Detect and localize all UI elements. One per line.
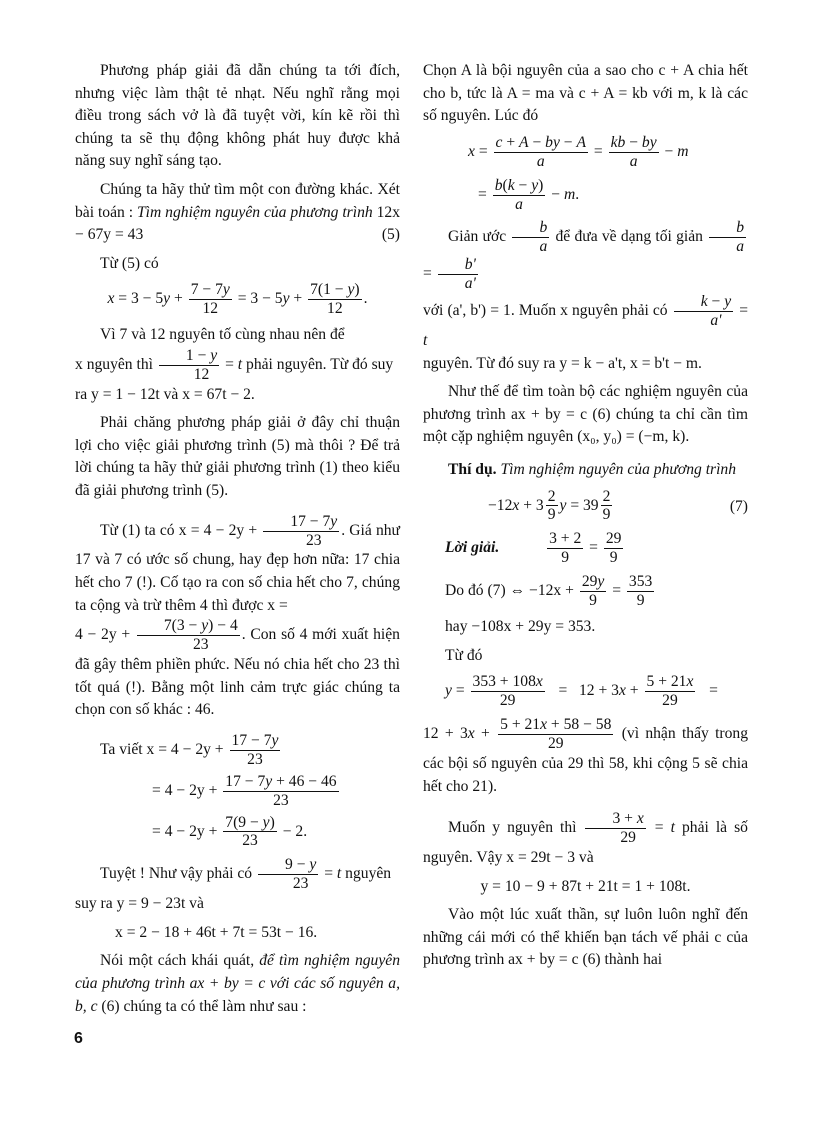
text: Từ (1) ta có x = 4 − 2y +: [100, 521, 258, 539]
text: Chúng ta hãy thử tìm một con đường khác. Xét bài toán :: [75, 180, 400, 221]
equation: y = 10 − 9 + 87t + 21t = 1 + 108t.: [480, 877, 691, 895]
text-italic: Tìm nghiệm nguyên của phương trình: [137, 203, 373, 221]
left-column: [75, 60, 400, 1024]
paragraph: Chọn A là bội nguyên của a sao cho c + A chia hết cho b, tức là A = ma và c + A = kb với m, k là các số nguyên. Lúc đó: [423, 62, 748, 125]
equation: x = 3 − 5y + $\frac{7 - 7y}{12}$ = 3 − 5y + $\frac{7(1 - y)}{12}$ .: [107, 281, 368, 318]
text: nguyên: [345, 865, 392, 883]
equation: Do đó (7) ⇔ −12x + $\frac{29y}{9}$ = $\frac{353}{9}$: [445, 573, 653, 610]
text: . Con số 4 mới xuất hiện đã gây thêm phiền phức. Nếu nó chia hết cho 23 thì tốt quá (!). Bằng một linh cảm trực giác chúng ta chọn con số khác : 46.: [75, 626, 400, 719]
paragraph: Từ (5) có: [100, 254, 159, 272]
text: Giản ước: [448, 228, 507, 246]
text: 4 − 2y +: [75, 626, 131, 644]
text-italic: Tìm nghiệm nguyên của phương trình: [500, 460, 737, 478]
text: . Giá như 17 và 7 có ước số chung, hay đẹp hơn nữa: 17 chia hết cho 7 (!). Cố tạo ra con số chia hết cho 7, chúng ta cộng và trừ thêm 4 thì được x =: [75, 521, 400, 614]
equation-number: (5): [381, 226, 400, 244]
paragraph: [75, 179, 400, 247]
text: Muốn y nguyên thì: [448, 819, 577, 837]
text: c của phương trình ax + by = c (6) thành hai: [423, 928, 748, 969]
equation-number: (7): [729, 497, 748, 515]
paragraph: Tuyệt ! Như vậy phải có $\frac{9 - y}{23}$ = t nguyên suy ra y = 9 − 23t và: [75, 856, 392, 913]
text: = 4 − 2y +: [152, 822, 218, 840]
equation: y = $\frac{353 + 108x}{29}$ = 12 + 3x + $\frac{5 + 21x}{29}$ =: [445, 673, 718, 710]
text: = 4 − 2y +: [152, 781, 218, 799]
text: − 2.: [282, 822, 308, 840]
equation: x = 2 − 18 + 46t + 7t = 53t − 16.: [115, 923, 318, 941]
paragraph: Phải chăng phương pháp giải ở đây chỉ thuận lợi cho việc giải phương trình (5) mà thôi ? Để trả lời chúng ta hãy thử giải phương trình (1) theo kiểu đã giải phương trình (5).: [75, 414, 400, 499]
text: x nguyên thì: [75, 355, 153, 373]
page-number: 6: [74, 1030, 83, 1047]
text: phải nguyên. Từ đó suy: [246, 355, 394, 373]
paragraph: Muốn y nguyên thì $\frac{3 + x}{29}$ = t phải là số nguyên. Vậy x = 29t − 3 và: [423, 810, 748, 866]
text: Như thế để tìm toàn bộ các nghiệm nguyên của phương trình ax + by = c (6) chúng ta chỉ cần tìm một cặp nghiệm nguyên: [423, 383, 748, 446]
text: với (a', b') = 1. Muốn x nguyên phải có: [423, 302, 668, 320]
text-italic: để tìm nghiệm nguyên của phương trình ax + by = c với các số nguyên a, b, c: [75, 952, 400, 1015]
label: Thí dụ.: [448, 460, 497, 478]
equation: 12x − 67y = 43: [75, 203, 400, 244]
paragraph: 12 + 3x + $\frac{5 + 21x + 58 - 58}{29}$ (vì nhận thấy trong các bội số nguyên của 29 thì 58, khi cộng 5 sẽ chia hết cho 21).: [423, 716, 749, 795]
paragraph: [75, 950, 400, 1018]
text: Do đó (7) ⇔ −12x +: [445, 582, 574, 600]
equation-block: x = $\frac{c + A - by - A}{a}$ = $\frac{kb - by}{a}$ − m = $\frac{b(k - y)}{a}$ − m.: [468, 133, 689, 213]
text: (6) chúng ta có thể làm như sau :: [101, 997, 307, 1015]
equation: Lời giải. $\frac{3 + 2}{9}$ = $\frac{29}{9}$: [445, 530, 622, 567]
text: phải là số nguyên. Vậy x = 29t − 3 và: [423, 819, 748, 866]
paragraph: hay −108x + 29y = 353.: [445, 618, 596, 636]
text: Nói một cách khái quát,: [100, 952, 255, 970]
text: nguyên. Từ đó suy ra y = k − a't, x = b't − m.: [423, 354, 702, 372]
right-column: [423, 60, 748, 978]
paragraph: Từ đó: [445, 646, 483, 664]
text: để đưa về dạng tối giản: [555, 228, 703, 246]
text: (vì nhận thấy trong các bội số nguyên của 29 thì 58, khi cộng 5 sẽ chia hết cho 21).: [423, 725, 749, 795]
paragraph: [423, 381, 748, 449]
equation: −12x + 3 $\frac{2}{9}$ y = 39 $\frac{2}{9}$ (7): [488, 487, 748, 524]
text: suy ra y = 9 − 23t và: [75, 895, 204, 913]
equation-block: Ta viết x = 4 − 2y + $\frac{17 - 7y}{23}$ = 4 − 2y + $\frac{17 - 7y + 46 - 46}{23}$ = 4 − 2y + $\frac{7(9 - y)}{23}$ − 2.: [100, 731, 337, 850]
paragraph: Vì 7 và 12 nguyên tố cùng nhau nên để x nguyên thì $\frac{1 - y}{12}$ = t phải nguyên. Từ đó suy ra y = 1 − 12t và x = 67t − 2.: [75, 326, 394, 403]
paragraph: Phương pháp giải đã dẫn chúng ta tới đích, nhưng việc làm thật tẻ nhạt. Nếu nghĩ rằng mọi điều trong sách vở là đã tuyệt vời, kín kẽ rồi thì chúng ta sẽ thụ động không phát huy được khả năng suy nghĩ sáng tạo.: [75, 62, 400, 170]
text: Vì 7 và 12 nguyên tố cùng nhau nên để: [100, 326, 345, 344]
text: ra y = 1 − 12t và x = 67t − 2.: [75, 385, 255, 403]
equation: (x₀, y₀) = (−m, k).: [577, 428, 690, 446]
text: Tuyệt ! Như vậy phải có: [100, 865, 253, 883]
paragraph: Giản ước $\frac{b}{a}$ để đưa về dạng tối giản $\frac{b}{a}$ = $\frac{b'}{a'}$ với (a', b') = 1. Muốn x nguyên phải có $\frac{k - y}{a'}$ = t nguyên. Từ đó suy ra y = k − a't, x = b't − m.: [423, 219, 748, 372]
label: Lời giải.: [445, 539, 500, 557]
text: Ta viết x = 4 − 2y +: [100, 740, 224, 758]
text: Vào một lúc xuất thần, sự luôn luôn nghĩ đến những cái mới có thể khiến bạn tách vế phải: [423, 906, 748, 946]
paragraph: [423, 904, 748, 972]
paragraph: Từ (1) ta có x = 4 − 2y + $\frac{17 - 7y}{23}$ . Giá như 17 và 7 có ước số chung, hay đẹp hơn nữa: 17 chia hết cho 7 (!). Cố tạo ra con số chia hết cho 7, chúng ta cộng và trừ thêm 4 thì được x = 4 − 2y + $\frac{7(3 - y) - 4}{23}$ . Con số 4 mới xuất hiện đã gây thêm phiền phức. Nếu nó chia hết cho 23 thì tốt quá (!). Bằng một linh cảm trực giác chúng ta chọn con số khác : 46.: [75, 512, 400, 719]
paragraph: [423, 459, 748, 482]
